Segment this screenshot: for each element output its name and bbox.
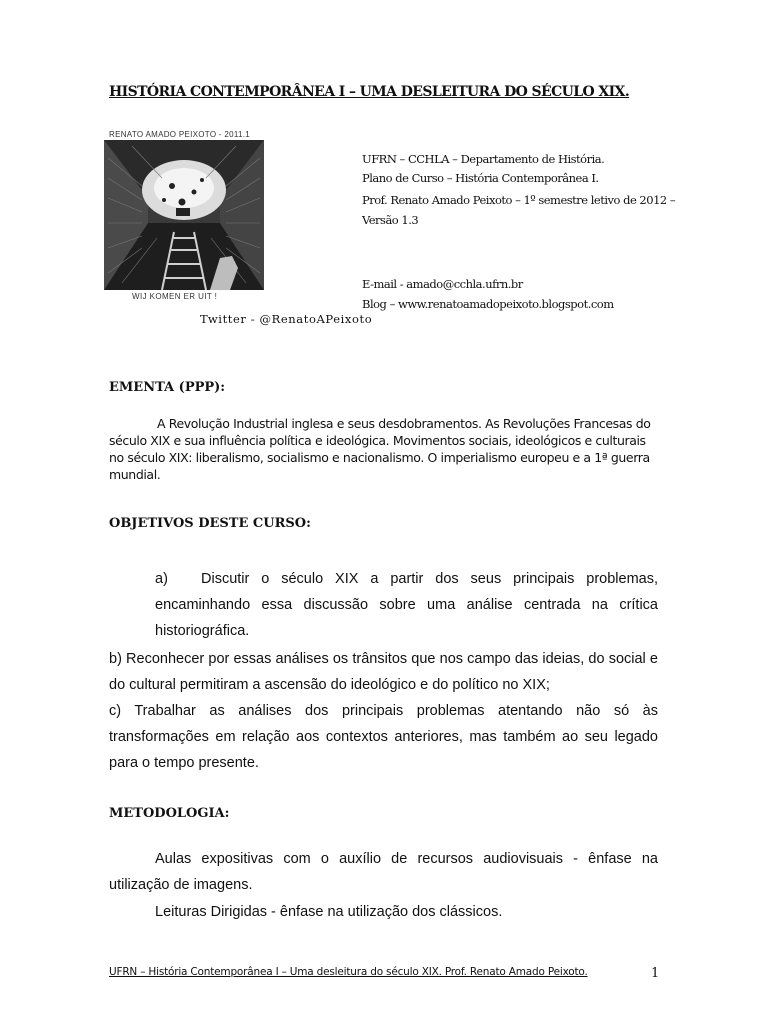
objective-a — [155, 566, 658, 644]
metodologia-paragraph-1 — [109, 846, 658, 898]
institution-line: UFRN – CCHLA – Departamento de História. — [362, 152, 605, 166]
objective-c: c) Trabalhar as análises dos principais problemas atentando não só às transformações em relação aos contextos anteriores, mas também ao seu legado para o tempo presente. — [109, 703, 658, 771]
objective-a-label: a) — [155, 571, 168, 587]
metodologia-paragraph-2: Leituras Dirigidas - ênfase na utilização dos clássicos. — [155, 904, 503, 920]
ementa-heading: EMENTA (PPP): — [109, 380, 226, 395]
blog-line: Blog – www.renatoamadopeixoto.blogspot.com — [362, 297, 614, 311]
objective-b: b) Reconhecer por essas análises os trânsitos que nos campo das ideias, do social e do cultural permitiram a ascensão do ideológico e do político no XIX; — [109, 651, 658, 693]
ementa-text: A Revolução Industrial inglesa e seus desdobramentos. As Revoluções Francesas do século XIX e sua influência política e ideológica. Movimentos sociais, ideológicos e culturais no século XIX: liberalismo, socialismo e nacionalismo. O imperialismo europeu e a 1ª guerra mundial. — [109, 416, 651, 482]
ementa-paragraph — [109, 415, 659, 483]
page-footer: UFRN – História Contemporânea I – Uma desleitura do século XIX. Prof. Renato Amado Peixoto. — [109, 966, 588, 978]
metodologia-heading: METODOLOGIA: — [109, 806, 230, 821]
email-line: E-mail - amado@cchla.ufrn.br — [362, 277, 523, 291]
document-title: HISTÓRIA CONTEMPORÂNEA I – UMA DESLEITURA DO SÉCULO XIX. — [109, 84, 630, 100]
professor-line: Prof. Renato Amado Peixoto – 1º semestre letivo de 2012 – — [362, 193, 676, 207]
page-number: 1 — [651, 966, 660, 981]
twitter-line: Twitter - @RenatoAPeixoto — [200, 312, 373, 326]
course-plan-line: Plano de Curso – História Contemporânea I. — [362, 171, 599, 185]
objetivos-heading: OBJETIVOS DESTE CURSO: — [109, 516, 311, 531]
metodologia-p1-text: Aulas expositivas com o auxílio de recursos audiovisuais - ênfase na utilização de imagens. — [109, 851, 658, 893]
photo-caption-top: RENATO AMADO PEIXOTO - 2011.1 — [109, 130, 251, 139]
photo-caption-bottom: WIJ KOMEN ER UIT ! — [132, 292, 218, 301]
escher-style-illustration — [102, 128, 266, 305]
objective-a-text: Discutir o século XIX a partir dos seus principais problemas, encaminhando essa discussão sobre uma análise centrada na crítica historiográfica. — [155, 571, 658, 639]
version-line: Versão 1.3 — [362, 213, 419, 227]
